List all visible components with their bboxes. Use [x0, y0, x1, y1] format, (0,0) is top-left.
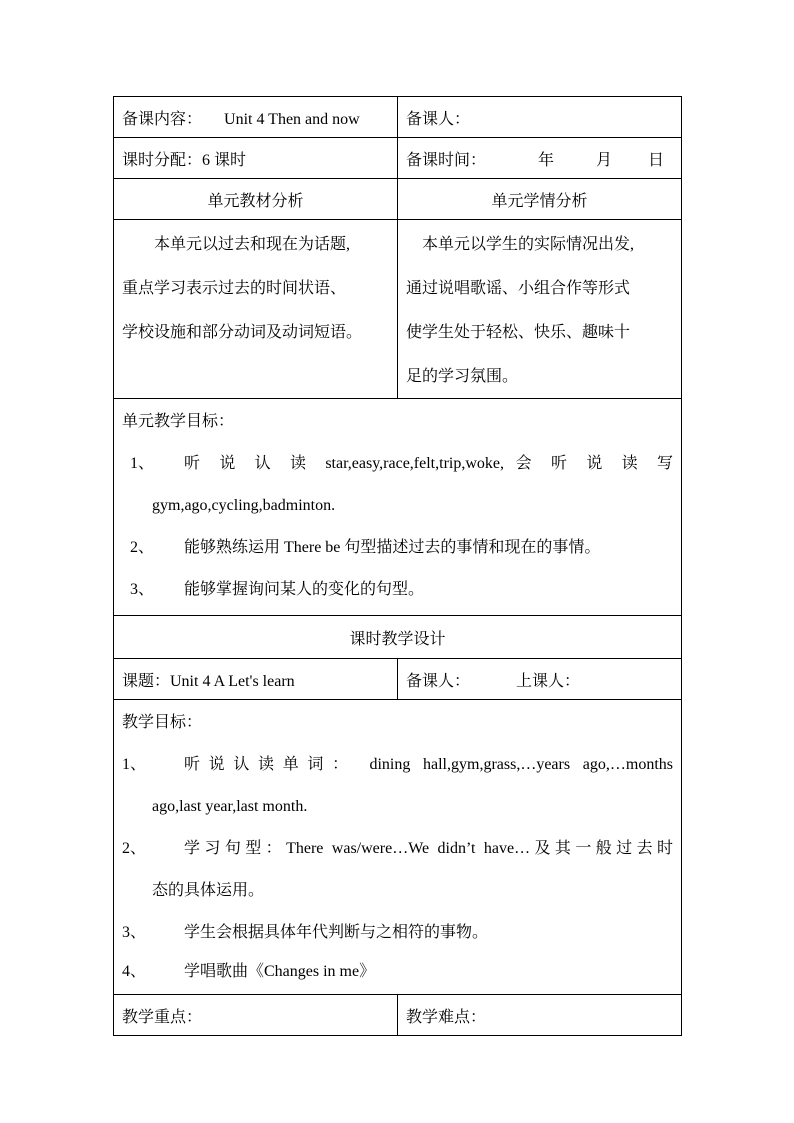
unit-goal-2-text: 能够熟练运用 There be 句型描述过去的事情和现在的事情。: [184, 539, 601, 556]
lesson-design-title: 课时教学设计: [114, 616, 682, 659]
unit-goal-1-text: 听 说 认 读 star,easy,race,felt,trip,woke, 会 听 说 读 写: [184, 455, 673, 472]
content-cell: [114, 97, 398, 138]
lesson-design-row: [114, 616, 682, 659]
unit-goals-cell: [114, 399, 682, 616]
student-line-4: 足的学习氛围。: [406, 368, 519, 385]
day-label: 日: [648, 151, 665, 169]
material-line-3: 学校设施和部分动词及动词短语。: [122, 324, 363, 341]
prep-time-label: 备课时间：: [406, 151, 487, 169]
header-row-1: [114, 97, 682, 138]
lesson-goal-1-num: 1、: [122, 756, 147, 773]
lesson-topic-row: [114, 659, 682, 700]
unit-goal-1-cont: gym,ago,cycling,badminton.: [152, 497, 336, 514]
preparer-label: 备课人：: [406, 110, 471, 128]
student-analysis-title: 单元学情分析: [398, 179, 682, 220]
unit-goal-1: [122, 443, 673, 485]
key-points-cell: 教学重点：: [114, 995, 398, 1036]
lesson-goal-1: [122, 744, 673, 786]
lesson-goal-3-num: 3、: [122, 924, 147, 941]
lesson-goal-4-num: 4、: [122, 963, 147, 980]
unit-goal-3: [122, 569, 673, 611]
hours-label: 课时分配：6 课时: [122, 151, 247, 169]
student-analysis-body: [398, 220, 682, 399]
material-line-1: 本单元以过去和现在为话题,: [154, 236, 351, 253]
lesson-preparer-label: 备课人：: [406, 672, 471, 690]
student-line-3: 使学生处于轻松、快乐、趣味十: [406, 324, 631, 341]
difficulties-cell: 教学难点：: [398, 995, 682, 1036]
lesson-goal-1-cont: ago,last year,last month.: [152, 798, 308, 815]
lesson-goal-3: [122, 912, 673, 954]
unit-goal-2-num: 2、: [130, 539, 155, 556]
lesson-plan-table: [113, 96, 682, 1036]
lesson-goal-3-text: 学生会根据具体年代判断与之相符的事物。: [184, 924, 489, 941]
lesson-goal-2: [122, 828, 673, 870]
unit-goal-3-text: 能够掌握询问某人的变化的句型。: [184, 581, 425, 598]
prep-time-cell: [398, 138, 682, 179]
year-label: 年: [538, 151, 555, 169]
unit-goal-3-num: 3、: [130, 581, 155, 598]
unit-goal-2: [122, 527, 673, 569]
unit-goal-1-num: 1、: [130, 455, 155, 472]
student-line-2: 通过说唱歌谣、小组合作等形式: [406, 280, 631, 297]
lesson-goal-4-text: 学唱歌曲《Changes in me》: [184, 963, 376, 980]
header-row-2: [114, 138, 682, 179]
unit-goals-row: [114, 399, 682, 616]
lesson-teacher-label: 上课人：: [516, 672, 581, 690]
lesson-goal-2-cont: 态的具体运用。: [152, 882, 265, 899]
lesson-goals-cell: [114, 700, 682, 995]
hours-cell: [114, 138, 398, 179]
lesson-goals-title: 教学目标：: [122, 714, 203, 731]
month-label: 月: [596, 151, 613, 169]
analysis-title-row: [114, 179, 682, 220]
material-line-2: 重点学习表示过去的时间状语、: [122, 280, 347, 297]
key-points-row: [114, 995, 682, 1036]
lesson-goal-2-text: 学习句型：There was/were…We didn’t have…及其一般过去时: [184, 840, 673, 857]
analysis-body-row: [114, 220, 682, 399]
content-label: 备课内容：: [122, 110, 203, 128]
lesson-goal-1-text: 听说认读单词： dining hall,gym,grass,…years ago,…months: [184, 756, 673, 773]
lesson-goal-4: [122, 954, 673, 990]
material-analysis-title: 单元教材分析: [114, 179, 398, 220]
student-line-1: 本单元以学生的实际情况出发,: [422, 236, 635, 253]
unit-goals-title: 单元教学目标：: [122, 413, 235, 430]
lesson-people-cell: [398, 659, 682, 700]
lesson-goals-row: [114, 700, 682, 995]
lesson-topic-cell: 课题：Unit 4 A Let's learn: [114, 659, 398, 700]
lesson-goal-2-num: 2、: [122, 840, 147, 857]
content-value: Unit 4 Then and now: [224, 110, 360, 128]
material-analysis-body: [114, 220, 398, 399]
preparer-cell: [398, 97, 682, 138]
